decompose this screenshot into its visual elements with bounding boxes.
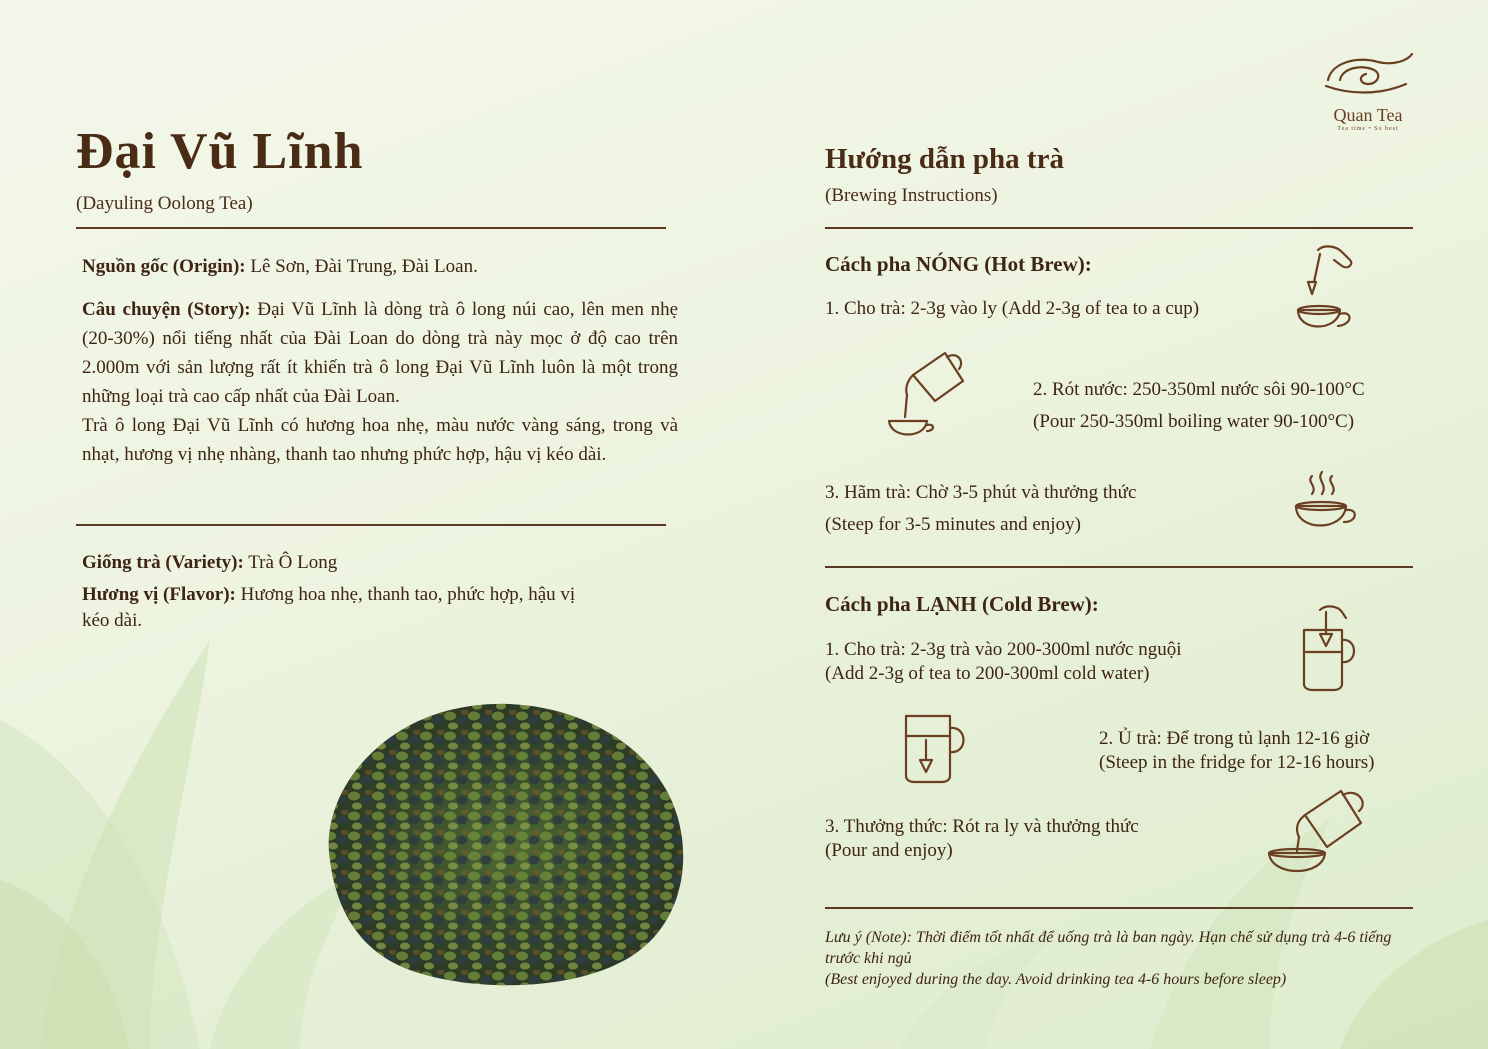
cold-step-2-a: 2. Ủ trà: Để trong tủ lạnh 12-16 giờ bbox=[1099, 728, 1370, 749]
cold-step-3-icon bbox=[1265, 785, 1375, 885]
flavor-line bbox=[82, 582, 592, 634]
brewing-subtitle: (Brewing Instructions) bbox=[825, 185, 998, 206]
variety-value: Trà Ô Long bbox=[243, 552, 338, 573]
cold-step-3-a: 3. Thưởng thức: Rót ra ly và thưởng thức bbox=[825, 816, 1139, 837]
brand-name: Quan Tea bbox=[1333, 105, 1403, 125]
variety-label: Giống trà (Variety): bbox=[82, 552, 244, 573]
pitcher-pour-icon bbox=[885, 345, 975, 440]
brand-tagline: Tea time • So best bbox=[1337, 126, 1399, 132]
cold-step-2-icon bbox=[900, 710, 972, 790]
page-subtitle: (Dayuling Oolong Tea) bbox=[76, 193, 253, 214]
divider bbox=[825, 227, 1413, 229]
hot-step-1: 1. Cho trà: 2-3g vào ly (Add 2-3g of tea to a cup) bbox=[825, 298, 1200, 319]
note-text-english: (Best enjoyed during the day. Avoid drinking tea 4-6 hours before sleep) bbox=[825, 971, 1287, 988]
teabag-cup-icon bbox=[1290, 240, 1360, 340]
hot-brew-heading: Cách pha NÓNG (Hot Brew): bbox=[825, 252, 1092, 276]
divider bbox=[825, 566, 1413, 568]
quan-tea-logo bbox=[1318, 50, 1418, 132]
jug-teabag-icon bbox=[1296, 604, 1361, 694]
divider bbox=[825, 907, 1413, 909]
story-value-2: Trà ô long Đại Vũ Lĩnh có hương hoa nhẹ, màu nước vàng sáng, trong và nhạt, hương vị nhẹ nhàng, thanh tao nhưng phức hợp, hậu vị kéo dài. bbox=[82, 415, 678, 465]
steaming-cup-icon bbox=[1290, 470, 1360, 540]
story-label: Câu chuyện (Story): bbox=[82, 299, 251, 320]
hot-step-3-icon bbox=[1290, 470, 1360, 545]
hot-step-3-a: 3. Hãm trà: Chờ 3-5 phút và thưởng thức bbox=[825, 482, 1137, 503]
story-value: Đại Vũ Lĩnh là dòng trà ô long núi cao, lên men nhẹ (20-30%) nổi tiếng nhất của Đài Loan do dòng trà này mọc ở độ cao trên 2.000m với sản lượng rất ít khiến trà ô long Đại Vũ Lĩnh luôn là một trong những loại trà cao cấp nhất của Đài Loan. bbox=[82, 299, 679, 407]
hot-step-2-b: (Pour 250-350ml boiling water 90-100°C) bbox=[1033, 411, 1355, 432]
flavor-label: Hương vị (Flavor): bbox=[82, 584, 236, 605]
page-title: Đại Vũ Lĩnh bbox=[76, 123, 364, 180]
hot-step-3-b: (Steep for 3-5 minutes and enjoy) bbox=[825, 514, 1081, 535]
cold-step-1-b: (Add 2-3g of tea to 200-300ml cold water) bbox=[825, 663, 1150, 684]
pour-into-bowl-icon bbox=[1265, 785, 1375, 880]
divider bbox=[76, 227, 666, 229]
jug-icon bbox=[900, 710, 972, 785]
story-paragraph bbox=[82, 295, 678, 469]
variety-line bbox=[82, 548, 682, 577]
cold-step-1-icon bbox=[1296, 604, 1361, 699]
hot-step-1-icon bbox=[1290, 240, 1360, 345]
cold-brew-heading: Cách pha LẠNH (Cold Brew): bbox=[825, 592, 1099, 616]
quan-tea-logo-icon bbox=[1318, 50, 1418, 100]
brewing-title: Hướng dẫn pha trà bbox=[825, 143, 1064, 175]
note-text: Lưu ý (Note): Thời điểm tốt nhất để uống trà là ban ngày. Hạn chế sử dụng trà 4-6 tiếng trước khi ngủ bbox=[825, 929, 1392, 967]
oolong-tea-leaves-image bbox=[300, 690, 695, 995]
origin-label: Nguồn gốc (Origin): bbox=[82, 256, 246, 277]
origin-value: Lê Sơn, Đài Trung, Đài Loan. bbox=[245, 256, 478, 277]
cold-step-2-b: (Steep in the fridge for 12-16 hours) bbox=[1099, 752, 1375, 773]
hot-step-2-a: 2. Rót nước: 250-350ml nước sôi 90-100°C bbox=[1033, 379, 1365, 400]
origin-line bbox=[82, 252, 682, 281]
cold-step-3-b: (Pour and enjoy) bbox=[825, 840, 953, 861]
divider bbox=[76, 524, 666, 526]
cold-step-1-a: 1. Cho trà: 2-3g trà vào 200-300ml nước nguội bbox=[825, 639, 1182, 660]
hot-step-2-icon bbox=[885, 345, 975, 445]
flavor-value: Hương hoa nhẹ, thanh tao, phức hợp, hậu vị kéo dài. bbox=[82, 584, 576, 631]
